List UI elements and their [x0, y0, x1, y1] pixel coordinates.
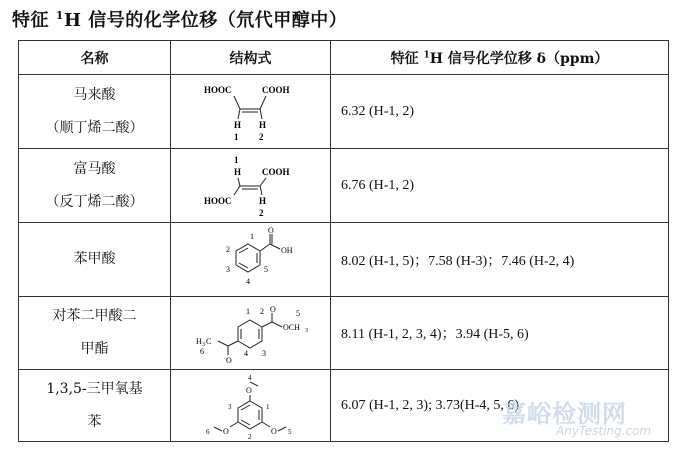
shift-value: 8.11 (H-1, 2, 3, 4)；3.94 (H-5, 6) — [331, 297, 669, 370]
svg-text:OH: OH — [280, 245, 293, 255]
compound-name: 苯甲酸 — [19, 223, 171, 297]
svg-text:5: 5 — [287, 427, 291, 436]
fumaric-acid-structure — [176, 153, 326, 219]
structure-dimethyl-terephthalate — [171, 297, 331, 370]
svg-text:OCH: OCH — [282, 323, 300, 332]
svg-text:O: O — [222, 426, 229, 436]
shift-value: 6.32 (H-1, 2) — [331, 75, 669, 149]
page-title: 特征 $^1$H 信号的化学位移（氘代甲醇中） — [12, 9, 348, 31]
svg-text:C: C — [205, 337, 211, 346]
benzoic-acid-structure — [176, 226, 326, 294]
svg-text:3: 3 — [201, 342, 205, 348]
svg-text:HOOC: HOOC — [203, 195, 232, 206]
header-shift: 特征 $^1$H 信号化学位移 δ（ppm） — [331, 41, 669, 75]
structure-trimethoxybenzene — [171, 370, 331, 442]
structure-maleic-acid — [171, 75, 331, 149]
header-structure: 结构式 — [171, 41, 331, 75]
svg-text:3: 3 — [261, 349, 266, 358]
svg-text:H: H — [233, 166, 241, 177]
shift-value: 8.02 (H-1, 5)；7.58 (H-3)；7.46 (H-2, 4) — [331, 223, 669, 297]
compound-name: 对苯二甲酸二 甲酯 — [19, 297, 171, 370]
watermark-cn: 嘉峪检测网 — [502, 400, 627, 428]
maleic-acid-structure — [176, 79, 326, 145]
svg-text:O: O — [270, 426, 277, 436]
svg-text:1: 1 — [233, 131, 238, 142]
svg-text:1: 1 — [265, 402, 269, 411]
trimethoxybenzene-structure — [176, 371, 326, 441]
structure-benzoic-acid — [171, 223, 331, 297]
svg-text:COOH: COOH — [261, 166, 290, 177]
svg-text:1: 1 — [245, 307, 250, 316]
compound-name: 1,3,5-三甲氧基 苯 — [19, 370, 171, 442]
structure-fumaric-acid — [171, 149, 331, 223]
svg-text:5: 5 — [295, 309, 300, 318]
watermark-en: AnyTesting.com — [556, 424, 652, 438]
svg-text:3: 3 — [227, 402, 231, 411]
svg-text:O: O — [245, 385, 252, 395]
svg-text:O: O — [269, 305, 276, 314]
header-name: 名称 — [19, 41, 171, 75]
svg-text:4: 4 — [247, 373, 251, 382]
svg-text:H: H — [258, 195, 266, 206]
dimethyl-terephthalate-structure — [176, 300, 326, 366]
svg-text:COOH: COOH — [261, 84, 290, 95]
svg-text:5: 5 — [263, 264, 268, 274]
svg-text:1: 1 — [249, 231, 254, 241]
svg-text:3: 3 — [225, 264, 230, 274]
svg-text:4: 4 — [243, 349, 248, 358]
shift-value: 6.07 (H-1, 2, 3); 3.73(H-4, 5, 6) — [331, 370, 669, 442]
svg-text:2: 2 — [225, 244, 230, 254]
svg-text:4: 4 — [245, 276, 250, 286]
chemical-shift-table — [18, 40, 669, 442]
svg-text:2: 2 — [259, 307, 264, 316]
svg-text:H: H — [258, 119, 266, 130]
table-row — [19, 149, 669, 223]
svg-text:3: 3 — [304, 328, 308, 334]
table-row — [19, 223, 669, 297]
svg-text:2: 2 — [258, 207, 263, 218]
compound-name: 马来酸 （顺丁烯二酸） — [19, 75, 171, 149]
header-row — [19, 41, 669, 75]
compound-name: 富马酸 （反丁烯二酸） — [19, 149, 171, 223]
svg-text:2: 2 — [258, 131, 263, 142]
svg-text:2: 2 — [247, 432, 251, 441]
svg-text:O: O — [225, 356, 232, 365]
table-row — [19, 75, 669, 149]
svg-text:1: 1 — [233, 154, 238, 165]
svg-text:H: H — [195, 337, 202, 346]
shift-value: 6.76 (H-1, 2) — [331, 149, 669, 223]
svg-text:HOOC: HOOC — [203, 84, 232, 95]
svg-text:H: H — [233, 119, 241, 130]
svg-text:6: 6 — [205, 427, 209, 436]
svg-text:6: 6 — [199, 347, 204, 356]
svg-text:O: O — [267, 225, 274, 235]
table-row — [19, 297, 669, 370]
